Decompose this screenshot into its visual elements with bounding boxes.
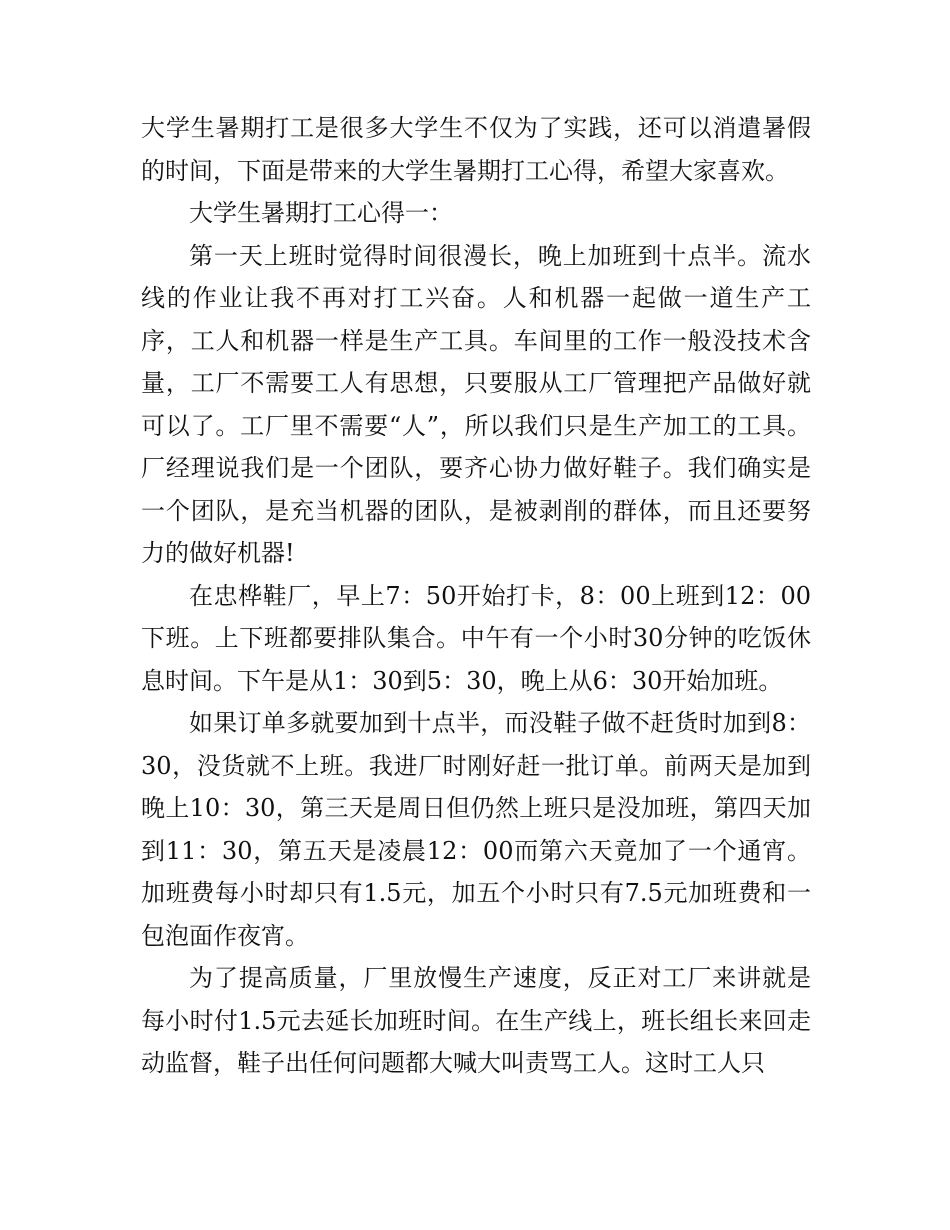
body-paragraph: 在忠桦鞋厂，早上7：50开始打卡，8：00上班到12：00下班。上下班都要排队集合。中午有一个小时30分钟的吃饭休息时间。下午是从1：30到5：30，晚上从6：30开始加班。 [141, 581, 811, 695]
body-paragraph: 为了提高质量，厂里放慢生产速度，反正对工厂来讲就是每小时付1.5元去延长加班时间。在生产线上，班长组长来回走动监督，鞋子出任何问题都大喊大叫责骂工人。这时工人只 [141, 964, 811, 1077]
section-heading: 大学生暑期打工心得一： [189, 199, 453, 227]
body-paragraph: 如果订单多就要加到十点半，而没鞋子做不赶货时加到8：30，没货就不上班。我进厂时刚好赶一批订单。前两天是加到晚上10：30，第三天是周日但仍然上班只是没加班，第四天加到11：30，第五天是凌晨12：00而第六天竟加了一个通宵。加班费每小时却只有1.5元，加五个小时只有7.5元加班费和一包泡面作夜宵。 [141, 709, 811, 950]
body-paragraph: 第一天上班时觉得时间很漫长，晚上加班到十点半。流水线的作业让我不再对打工兴奋。人和机器一起做一道生产工序，工人和机器一样是生产工具。车间里的工作一般没技术含量，工厂不需要工人有思想，只要服从工厂管理把产品做好就可以了。工厂里不需要“人”，所以我们只是生产加工的工具。厂经理说我们是一个团队，要齐心协力做好鞋子。我们确实是一个团队，是充当机器的团队，是被剥削的群体，而且还要努力的做好机器! [141, 241, 811, 567]
document-body [141, 107, 811, 1085]
intro-paragraph: 大学生暑期打工是很多大学生不仅为了实践，还可以消遣暑假的时间，下面是带来的大学生暑期打工心得，希望大家喜欢。 [141, 114, 811, 185]
